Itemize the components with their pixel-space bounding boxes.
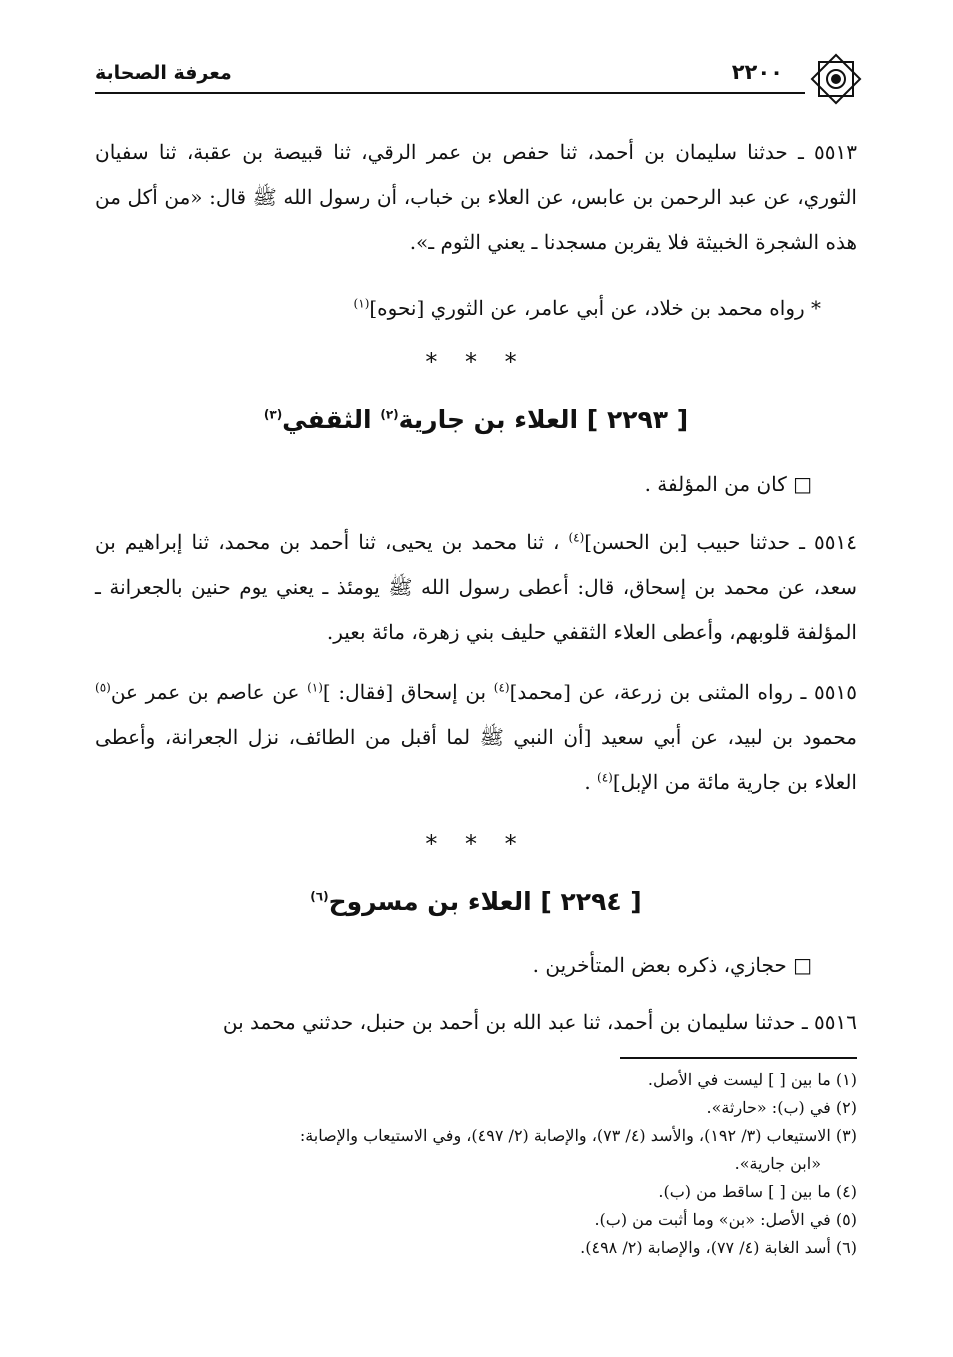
hadith-text: ٥٥١٥ ـ رواه المثنى بن زرعة، عن [محمد] bbox=[509, 680, 857, 704]
bio-note-2 bbox=[95, 943, 857, 988]
note-text: * رواه محمد بن خلاد، عن أبي عامر، عن الثوري [نحوه] bbox=[369, 296, 821, 320]
bio-note-1 bbox=[95, 462, 857, 507]
header-rule bbox=[95, 92, 805, 94]
heading-tail: الثقفي bbox=[282, 405, 381, 434]
star-ornament-icon bbox=[807, 50, 865, 108]
footnote-2 bbox=[95, 1094, 857, 1122]
hadith-text: بن إسحاق [فقال: ] bbox=[322, 680, 494, 704]
footnote-ref: (٤) bbox=[568, 530, 585, 545]
footnote-3-continued: «ابن جارية». bbox=[734, 1154, 821, 1173]
footnote-ref: (٤) bbox=[493, 680, 510, 695]
footnote-text: الاستيعاب (٣/ ١٩٢)، والأسد (٤/ ٧٣)، والإصابة (٢/ ٤٩٧)، وفي الاستيعاب والإصابة: bbox=[299, 1126, 831, 1145]
footnotes bbox=[95, 1066, 857, 1262]
footnote-ref: (٣) bbox=[263, 407, 283, 422]
page-number: ٢٢٠٠ bbox=[731, 60, 783, 84]
footnote-1 bbox=[95, 1066, 857, 1094]
entry-heading-2294 bbox=[95, 887, 857, 916]
hadith-text: ٥٥١٣ ـ حدثنا سليمان بن أحمد، ثنا حفص بن عمر الرقي، ثنا قبيصة بن عقبة، ثنا سفيان الثوري، عن عبد الرحمن بن عابس، عن العلاء بن خباب، أن رسول الله ﷺ قال: «من أكل من هذه الشجرة الخبيثة فلا يقربن مسجدنا ـ يعني الثوم ـ». bbox=[95, 140, 857, 254]
hadith-5513 bbox=[95, 130, 857, 265]
footnote-ref: (٥) bbox=[95, 680, 111, 695]
footnote-text: ما بين [ ] ليست في الأصل. bbox=[647, 1070, 831, 1089]
page-header bbox=[95, 50, 865, 108]
footnote-ref: (٤) bbox=[597, 770, 613, 785]
footnote-text: في الأصل: «بن» وما أثبت من (ب). bbox=[594, 1210, 831, 1229]
hadith-text: ٥٥١٦ ـ حدثنا سليمان بن أحمد، ثنا عبد الله بن أحمد بن حنبل، حدثني محمد بن bbox=[222, 1010, 857, 1034]
hadith-5514 bbox=[95, 520, 857, 655]
hadith-5516 bbox=[95, 1000, 857, 1045]
section-divider: * * * bbox=[425, 348, 527, 376]
section-divider: * * * bbox=[425, 830, 527, 858]
hadith-5515 bbox=[95, 670, 857, 805]
footnote-text: أسد الغابة (٤/ ٧٧)، والإصابة (٢/ ٤٩٨). bbox=[580, 1238, 831, 1257]
hadith-text: ، ثنا محمد بن يحيى، ثنا أحمد بن محمد، ثنا إبراهيم بن سعد، عن محمد بن إسحاق، قال: أعطى رسول الله ﷺ يومئذ ـ يعني يوم حنين بالجعرانة ـ المؤلفة قلوبهم، وأعطى العلاء الثقفي حليف بني زهرة، مائة بعير. bbox=[95, 530, 857, 644]
footnote-number: (٥) bbox=[835, 1210, 857, 1229]
footnote-ref: (١) bbox=[307, 680, 323, 695]
footnote-text: ما بين [ ] ساقط من (ب). bbox=[658, 1182, 831, 1201]
bio-text: □ كان من المؤلفة . bbox=[644, 472, 812, 496]
footnote-number: (٣) bbox=[835, 1126, 857, 1145]
footnote-5 bbox=[95, 1206, 857, 1234]
footnote-ref: (٦) bbox=[310, 889, 329, 904]
hadith-text: . bbox=[584, 770, 598, 794]
bio-text: □ حجازي، ذكره بعض المتأخرين . bbox=[532, 953, 812, 977]
hadith-text: عن عاصم بن عمر عن bbox=[110, 680, 308, 704]
entry-heading-2293 bbox=[95, 405, 857, 434]
hadith-text: محمود بن لبيد، عن أبي سعيد [أن النبي ﷺ لما أقبل من الطائف، نزل الجعرانة، وأعطى العلاء بن جارية مائة من الإبل] bbox=[95, 725, 857, 794]
footnote-number: (٤) bbox=[835, 1182, 857, 1201]
heading-text: [ ٢٢٩٣ ] العلاء بن جارية bbox=[398, 405, 689, 434]
footnote-4 bbox=[95, 1178, 857, 1206]
hadith-text: ٥٥١٤ ـ حدثنا حبيب [بن الحسن] bbox=[584, 530, 857, 554]
running-title: معرفة الصحابة bbox=[95, 62, 232, 84]
footnote-rule bbox=[620, 1057, 857, 1059]
footnote-ref: (٢) bbox=[380, 407, 399, 422]
footnote-text: في (ب): «حارثة». bbox=[706, 1098, 831, 1117]
footnote-3 bbox=[95, 1122, 857, 1150]
footnote-6 bbox=[95, 1234, 857, 1262]
footnote-number: (١) bbox=[835, 1070, 857, 1089]
heading-text: [ ٢٢٩٤ ] العلاء بن مسروح bbox=[328, 887, 642, 916]
footnote-number: (٢) bbox=[835, 1098, 857, 1117]
footnote-ref: (١) bbox=[353, 296, 370, 311]
narration-note bbox=[95, 286, 857, 331]
footnote-number: (٦) bbox=[835, 1238, 857, 1257]
